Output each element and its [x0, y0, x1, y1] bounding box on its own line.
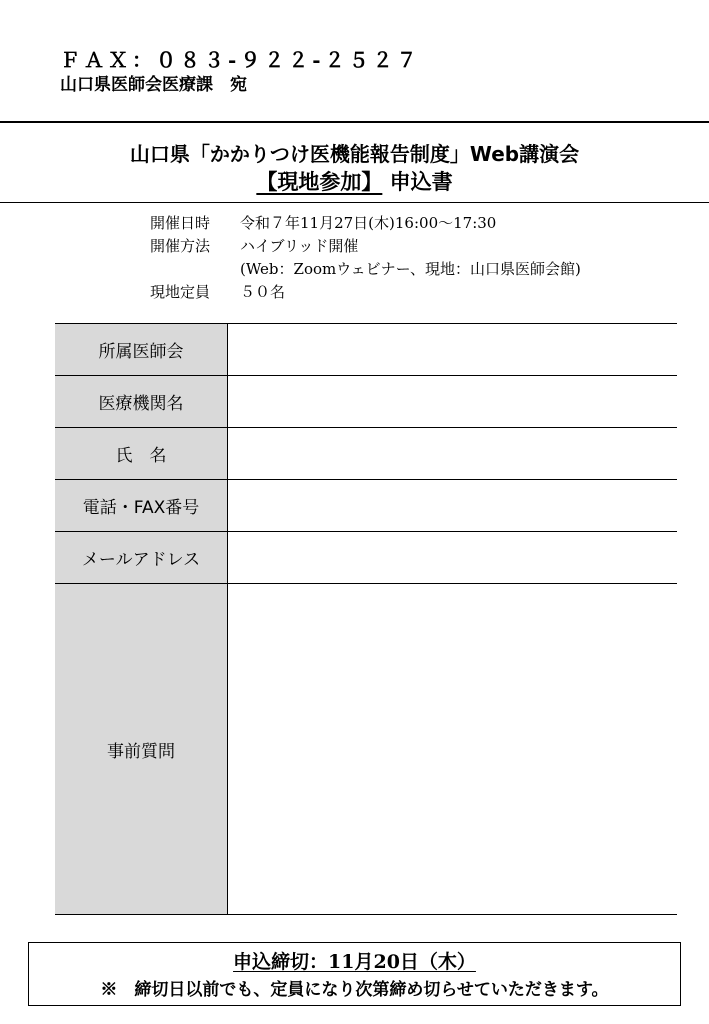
fax-number: ＦＡＸ：０８３-９２２-２５２７: [60, 48, 421, 72]
email-label: メールアドレス: [55, 532, 228, 584]
name-field[interactable]: [228, 428, 678, 480]
form-row-name: [55, 428, 677, 480]
method-detail: (Web：Zoomウェビナー、現地：山口県医師会館): [240, 260, 581, 278]
method-value: ハイブリッド開催: [240, 237, 359, 255]
form-row-medical-association: [55, 324, 677, 376]
phone-fax-field[interactable]: [228, 480, 678, 532]
medical-association-label: 所属医師会: [55, 324, 228, 376]
form-row-questions: [55, 584, 677, 915]
institution-label: 医療機関名: [55, 376, 228, 428]
institution-field[interactable]: [228, 376, 678, 428]
title-divider: [0, 202, 709, 203]
top-divider: [0, 121, 709, 123]
questions-label: 事前質問: [55, 584, 228, 915]
deadline: [0, 947, 709, 974]
document-title: 山口県「かかりつけ医機能報告制度」Web講演会: [129, 142, 580, 166]
capacity-label: 現地定員: [150, 283, 211, 301]
form-row-institution: [55, 376, 677, 428]
phone-fax-label: 電話・FAX番号: [55, 480, 228, 532]
date-label: 開催日時: [150, 214, 211, 232]
date-value: 令和７年11月27日(木)16:00～17:30: [240, 214, 497, 232]
capacity-value: ５０名: [240, 283, 286, 301]
medical-association-field[interactable]: [228, 324, 678, 376]
form-row-email: [55, 532, 677, 584]
method-label: 開催方法: [150, 237, 211, 255]
name-label: 氏 名: [55, 428, 228, 480]
addressee: 山口県医師会医療課 宛: [60, 75, 247, 95]
deadline-text: 申込締切：11月20日（木）: [233, 951, 476, 973]
deadline-note: ※ 締切日以前でも、定員になり次第締め切らせていただきます。: [100, 980, 609, 1000]
form-row-phone-fax: [55, 480, 677, 532]
form-type: 申込書: [389, 170, 453, 194]
questions-field[interactable]: [228, 584, 678, 915]
document-subtitle: [0, 166, 709, 196]
event-info: [150, 212, 581, 304]
email-field[interactable]: [228, 532, 678, 584]
participation-type: 【現地参加】: [256, 170, 383, 194]
application-form: [55, 323, 677, 915]
